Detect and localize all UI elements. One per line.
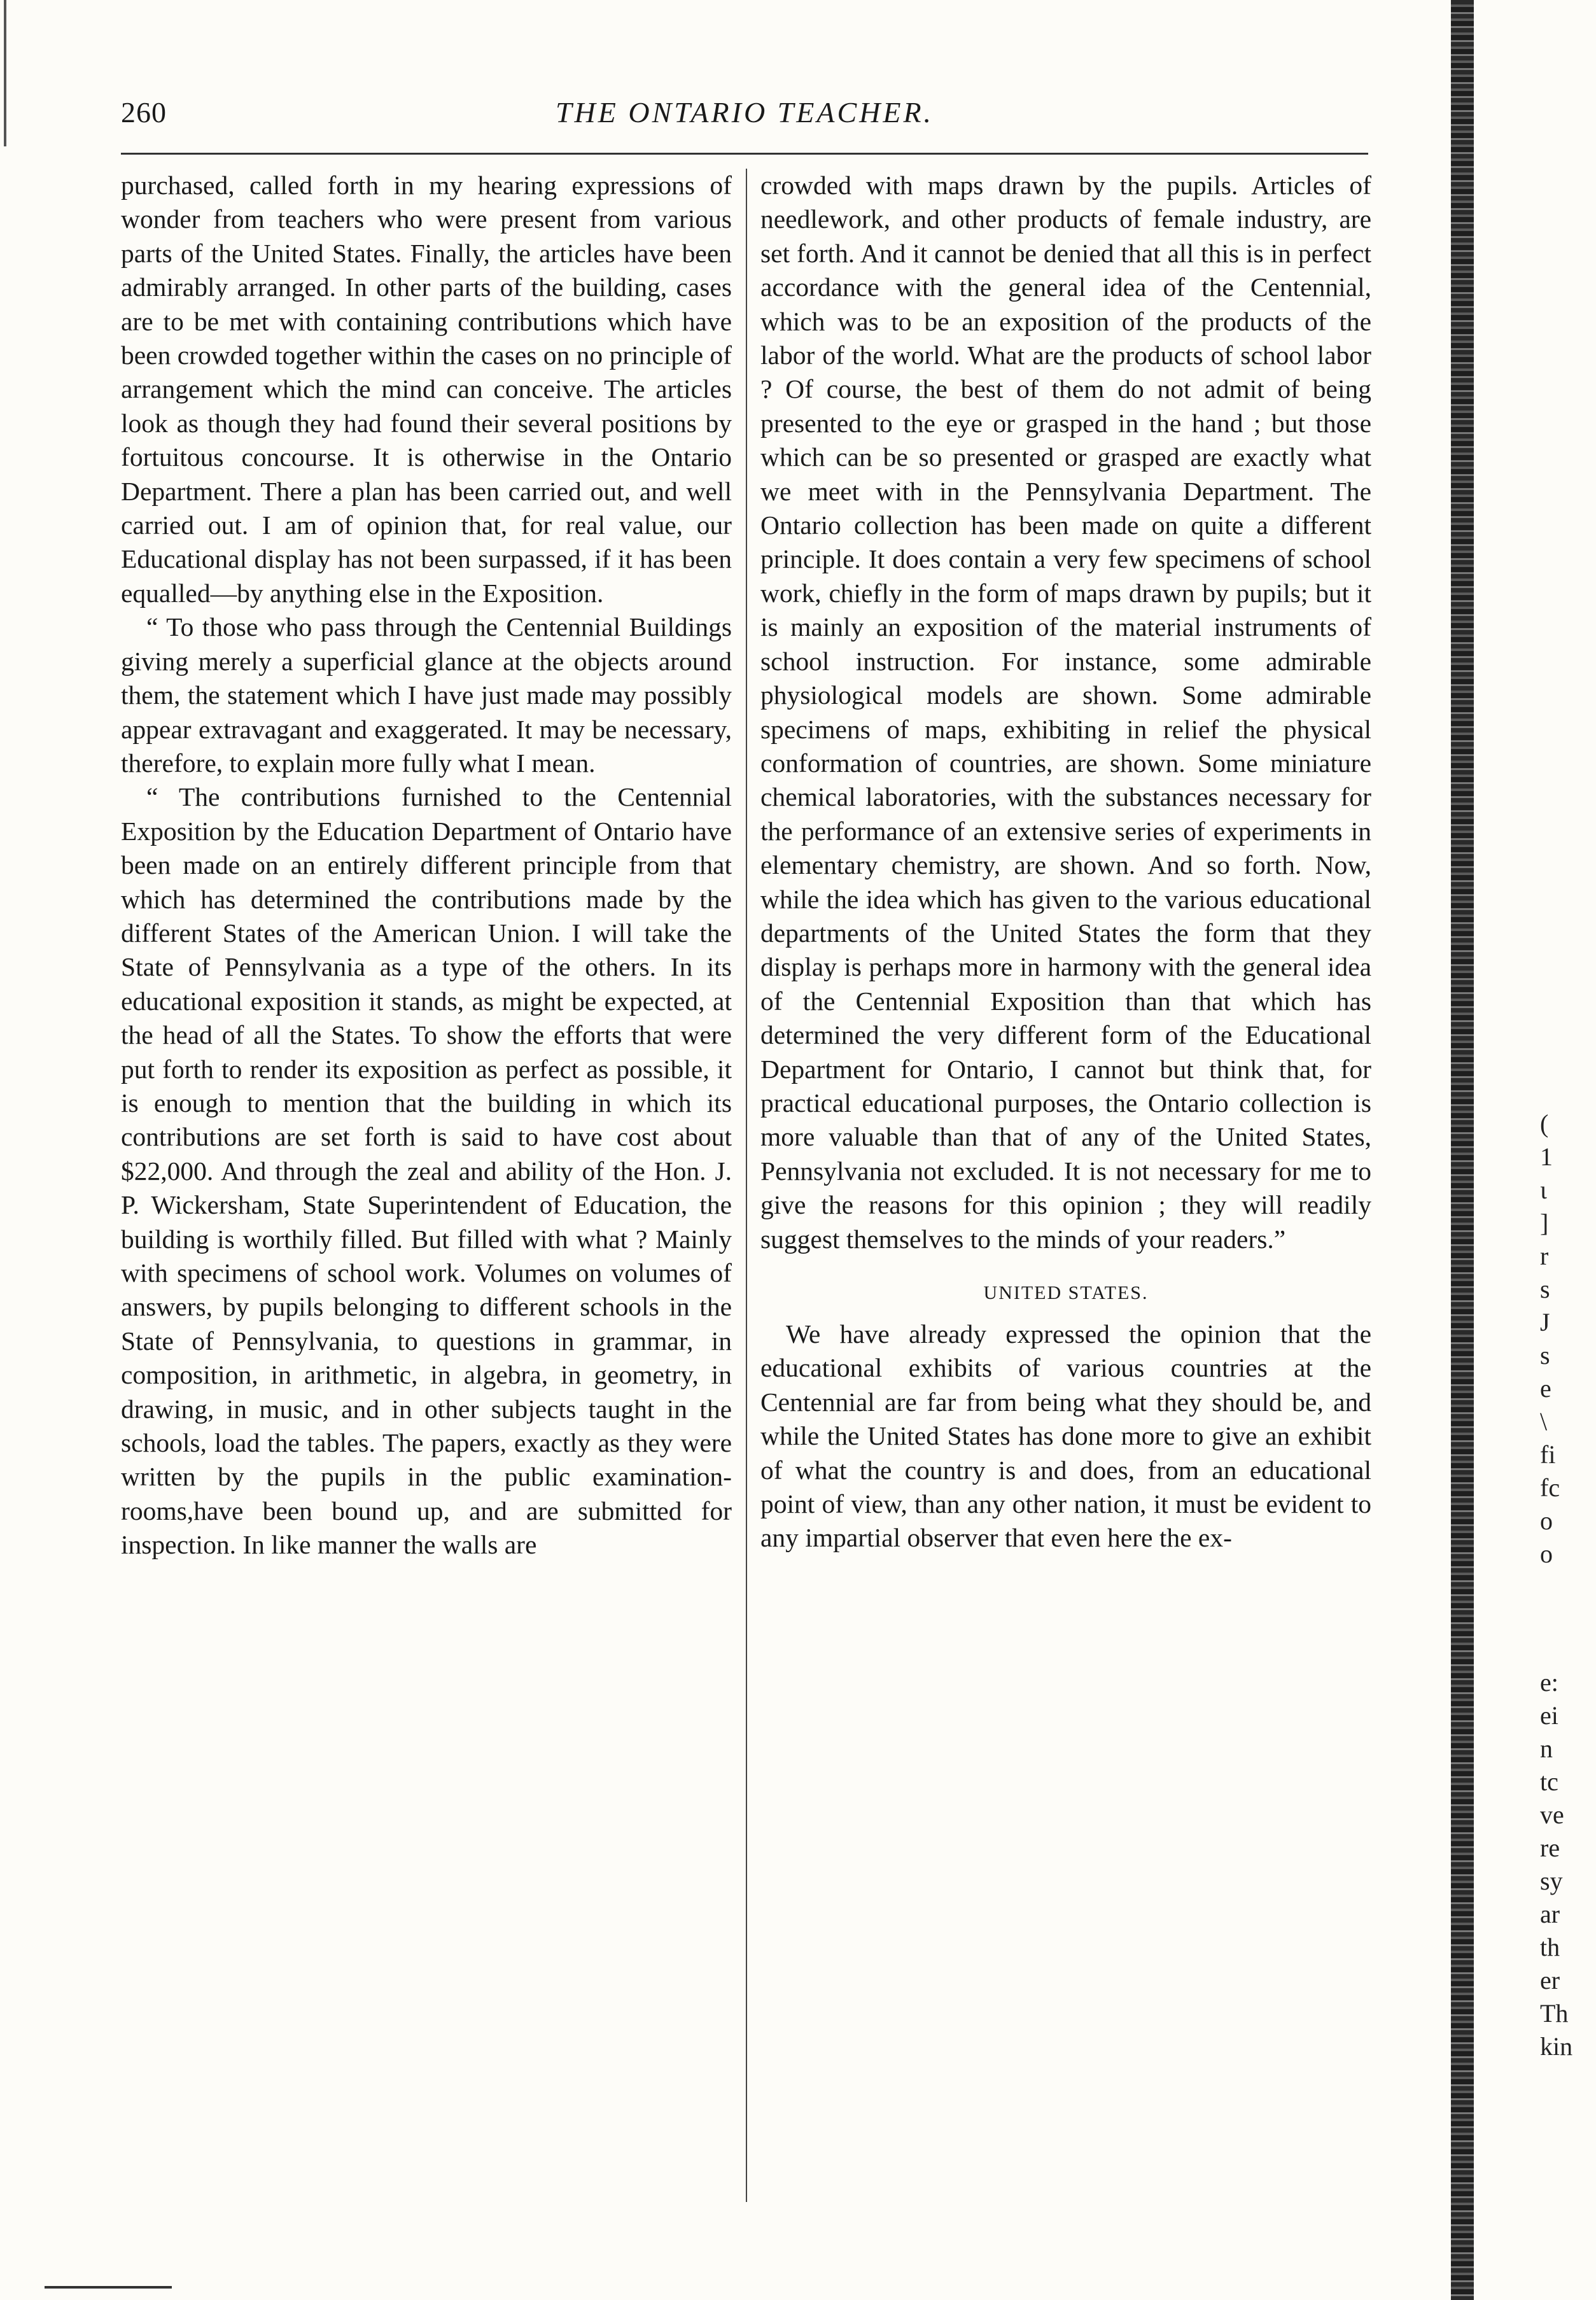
- column-divider: [746, 169, 747, 2202]
- margin-fragment: th: [1540, 1933, 1560, 1961]
- margin-fragment: s: [1540, 1341, 1550, 1370]
- margin-gap: [1540, 1571, 1596, 1666]
- margin-fragment: er: [1540, 1966, 1560, 1995]
- margin-fragment: re: [1540, 1834, 1560, 1862]
- margin-fragment: ve: [1540, 1800, 1564, 1829]
- binding-edge-strip: [1451, 0, 1474, 2300]
- bottom-corner-mark: [45, 2286, 172, 2289]
- margin-fragment: 1: [1540, 1142, 1553, 1171]
- running-head: THE ONTARIO TEACHER.: [555, 96, 934, 129]
- margin-fragment: o: [1540, 1506, 1553, 1535]
- margin-fragment: o: [1540, 1539, 1553, 1568]
- page-number: 260: [121, 96, 167, 129]
- right-paragraph-1: crowded with maps drawn by the pupils. Articles of needlework, and other products of female industry, are set forth. And it cannot be denied that all this is in perfect accordance with the general idea of the Centennial, which was to be an exposition of the products of the labor of the world. What are the products of school labor ? Of course, the best of them do not admit of being presented to the eye or grasped in the hand ; but those which can be so presented or grasped are exactly what we meet with in the Pennsylvania Department. The Ontario collection has been made on quite a different principle. It does contain a very few specimens of school work, chiefly in the form of maps drawn by pupils; but it is mainly an exposition of the material instruments of school instruction. For instance, some admirable physiological models are shown. Some admirable specimens of maps, exhibiting in relief the physical conformation of countries, are shown. Some miniature chemical laboratories, with the substances necessary for the performance of an extensive series of experiments in elementary chemistry, are shown. And so forth. Now, while the idea which has given to the various educational departments of the United States the form that they display is perhaps more in harmony with the general idea of the Centennial Exposition than that which has determined the very different form of the Educational Department for Ontario, I cannot but think that, for practical educational purposes, the Ontario collection is more valuable than that of any of the United States, Pennsylvania not excluded. It is not necessary for me to give the reasons for this opinion ; they will readily suggest themselves to the minds of your readers.”: [760, 171, 1371, 1254]
- left-paragraph-1: purchased, called forth in my hearing expressions of wonder from teachers who were present from various parts of the United States. Finally, the articles have been admirably arranged. In other parts of the building, cases are to be met with containing contributions which have been crowded together within the cases on no principle of arrangement which the mind can conceive. The articles look as though they had found their several positions by fortuitous concourse. It is otherwise in the Ontario Department. There a plan has been carried out, and well carried out. I am of opinion that, for real value, our Educational display has not been surpassed, if it has been equalled—by anything else in the Exposition.: [121, 171, 732, 608]
- section-paragraph: We have already expressed the opinion that the educational exhibits of various countries at the Centennial are far from being what they should be, and while the United States has done more to give an exhibit of what the country is and does, from an educational point of view, than any other nation, it must be evident to any impartial observer that even here the ex-: [760, 1319, 1371, 1553]
- margin-fragment: \: [1540, 1407, 1548, 1436]
- section-heading: UNITED STATES.: [983, 1282, 1149, 1303]
- right-column: [760, 169, 1371, 1555]
- margin-fragment: e: [1540, 1374, 1551, 1403]
- header-rule: [121, 153, 1368, 155]
- left-column: [121, 169, 732, 1562]
- margin-fragment: r: [1540, 1242, 1549, 1270]
- margin-fragment: tc: [1540, 1767, 1558, 1796]
- margin-fragment: kin: [1540, 2032, 1573, 2061]
- margin-fragment: ɩ: [1540, 1175, 1547, 1204]
- page-header: [121, 95, 1368, 140]
- margin-fragment: s: [1540, 1275, 1550, 1303]
- margin-fragment: ei: [1540, 1701, 1558, 1730]
- margin-fragment: ]: [1540, 1209, 1549, 1237]
- margin-fragment: (: [1540, 1109, 1549, 1138]
- margin-fragment: ar: [1540, 1900, 1560, 1928]
- margin-fragment: e:: [1540, 1668, 1558, 1697]
- margin-fragment: fc: [1540, 1473, 1560, 1502]
- margin-fragment: sy: [1540, 1867, 1563, 1895]
- adjacent-page-fragments: [1540, 1107, 1596, 2063]
- left-paragraph-3: “ The contributions furnished to the Centennial Exposition by the Education Department of Ontario have been made on an entirely different principle from that which has determined the contributions made by the different States of the American Union. I will take the State of Pennsylvania as a type of the others. In its educational exposition it stands, as might be expected, at the head of all the States. To show the efforts that were put forth to render its exposition as perfect as possible, it is enough to mention that the building in which its contributions are set forth is said to have cost about $22,000. And through the zeal and ability of the Hon. J. P. Wickersham, State Superintendent of Education, the building is worthily filled. But filled with what ? Mainly with specimens of school work. Volumes on volumes of answers, by pupils belonging to different schools in the State of Pennsylvania, to questions in grammar, in composition, in arithmetic, in algebra, in geometry, in drawing, in music, and in other subjects taught in the schools, load the tables. The papers, exactly as they were written by the pupils in the public examination-rooms,have been bound up, and are submitted for inspection. In like manner the walls are: [121, 782, 732, 1560]
- left-paragraph-2: “ To those who pass through the Centennial Buildings giving merely a superficial glance at the objects around them, the statement which I have just made may possibly appear extravagant and exaggerated. It may be necessary, therefore, to explain more fully what I mean.: [121, 612, 732, 778]
- margin-fragment: J: [1540, 1308, 1550, 1336]
- scan-left-edge-rule: [4, 0, 6, 146]
- margin-fragment: fi: [1540, 1440, 1556, 1469]
- margin-fragment: n: [1540, 1734, 1553, 1763]
- margin-fragment: Th: [1540, 1999, 1569, 2028]
